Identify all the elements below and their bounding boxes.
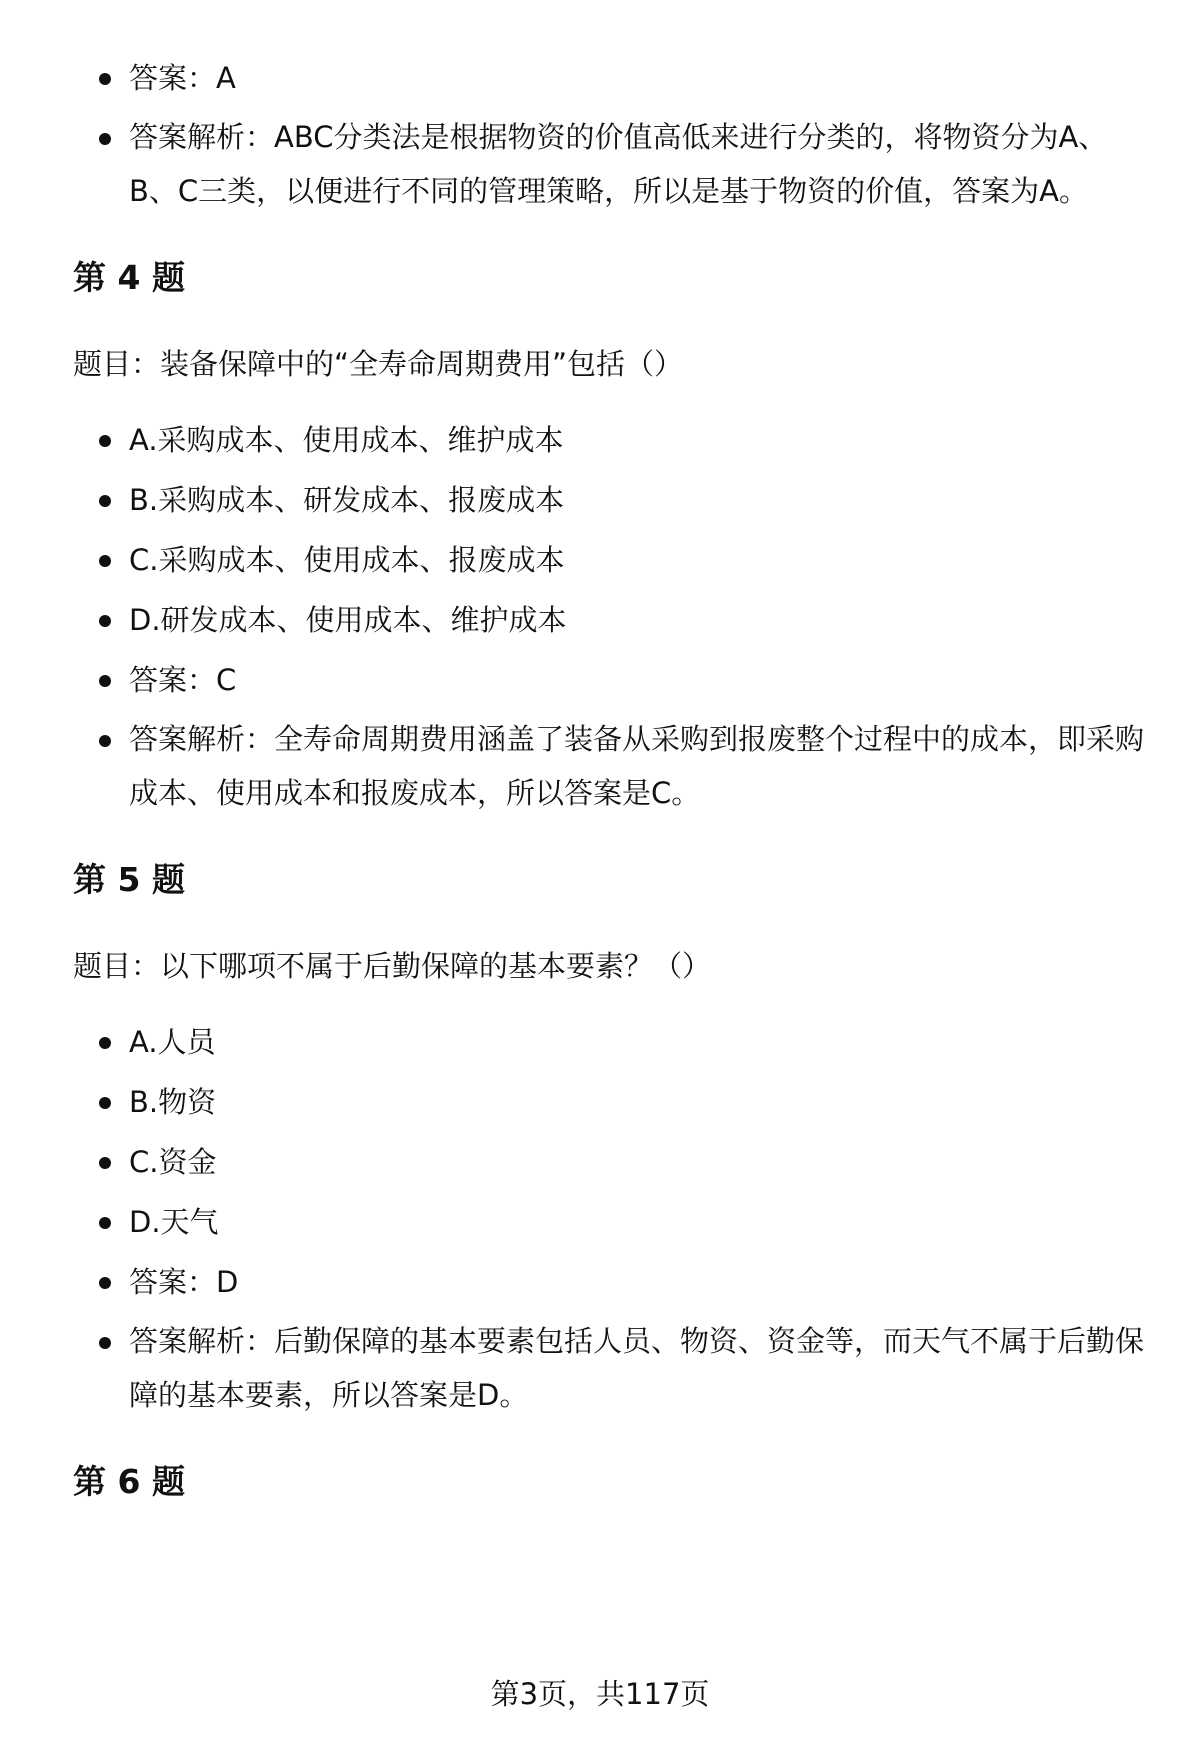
q6-heading: 第 6 题 bbox=[73, 1462, 185, 1501]
q4-question: 题目：装备保障中的“全寿命周期费用”包括（） bbox=[73, 347, 684, 381]
q5-explanation: 答案解析：后勤保障的基本要素包括人员、物资、资金等，而天气不属于后勤保障的基本要素，所以答案是D。 bbox=[73, 1312, 1153, 1422]
q5-option-b: B.物资 bbox=[73, 1072, 1153, 1132]
q5-heading: 第 5 题 bbox=[73, 860, 185, 899]
page-content bbox=[73, 60, 1153, 1504]
q4-option-b: B.采购成本、研发成本、报废成本 bbox=[73, 470, 1153, 530]
q3-explanation: 答案解析：ABC分类法是根据物资的价值高低来进行分类的，将物资分为A、B、C三类，以便进行不同的管理策略，所以是基于物资的价值，答案为A。 bbox=[73, 108, 1153, 218]
q4-option-c: C.采购成本、使用成本、报废成本 bbox=[73, 530, 1153, 590]
q3-answer: 答案：A bbox=[73, 48, 1153, 108]
q5-option-c: C.资金 bbox=[73, 1132, 1153, 1192]
q5-option-d: D.天气 bbox=[73, 1192, 1153, 1252]
q4-option-d: D.研发成本、使用成本、维护成本 bbox=[73, 590, 1153, 650]
q4-option-a: A.采购成本、使用成本、维护成本 bbox=[73, 410, 1153, 470]
q5-question: 题目：以下哪项不属于后勤保障的基本要素？（） bbox=[73, 949, 712, 983]
page-number-footer: 第3页，共117页 bbox=[490, 1677, 710, 1711]
q4-answer: 答案：C bbox=[73, 650, 1153, 710]
q4-heading: 第 4 题 bbox=[73, 258, 185, 297]
q4-explanation: 答案解析：全寿命周期费用涵盖了装备从采购到报废整个过程中的成本，即采购成本、使用成本和报废成本，所以答案是C。 bbox=[73, 710, 1153, 820]
q3-answer-list bbox=[73, 48, 1153, 218]
q5-options-list bbox=[73, 1012, 1153, 1422]
q4-options-list bbox=[73, 410, 1153, 820]
q5-answer: 答案：D bbox=[73, 1252, 1153, 1312]
q5-option-a: A.人员 bbox=[73, 1012, 1153, 1072]
